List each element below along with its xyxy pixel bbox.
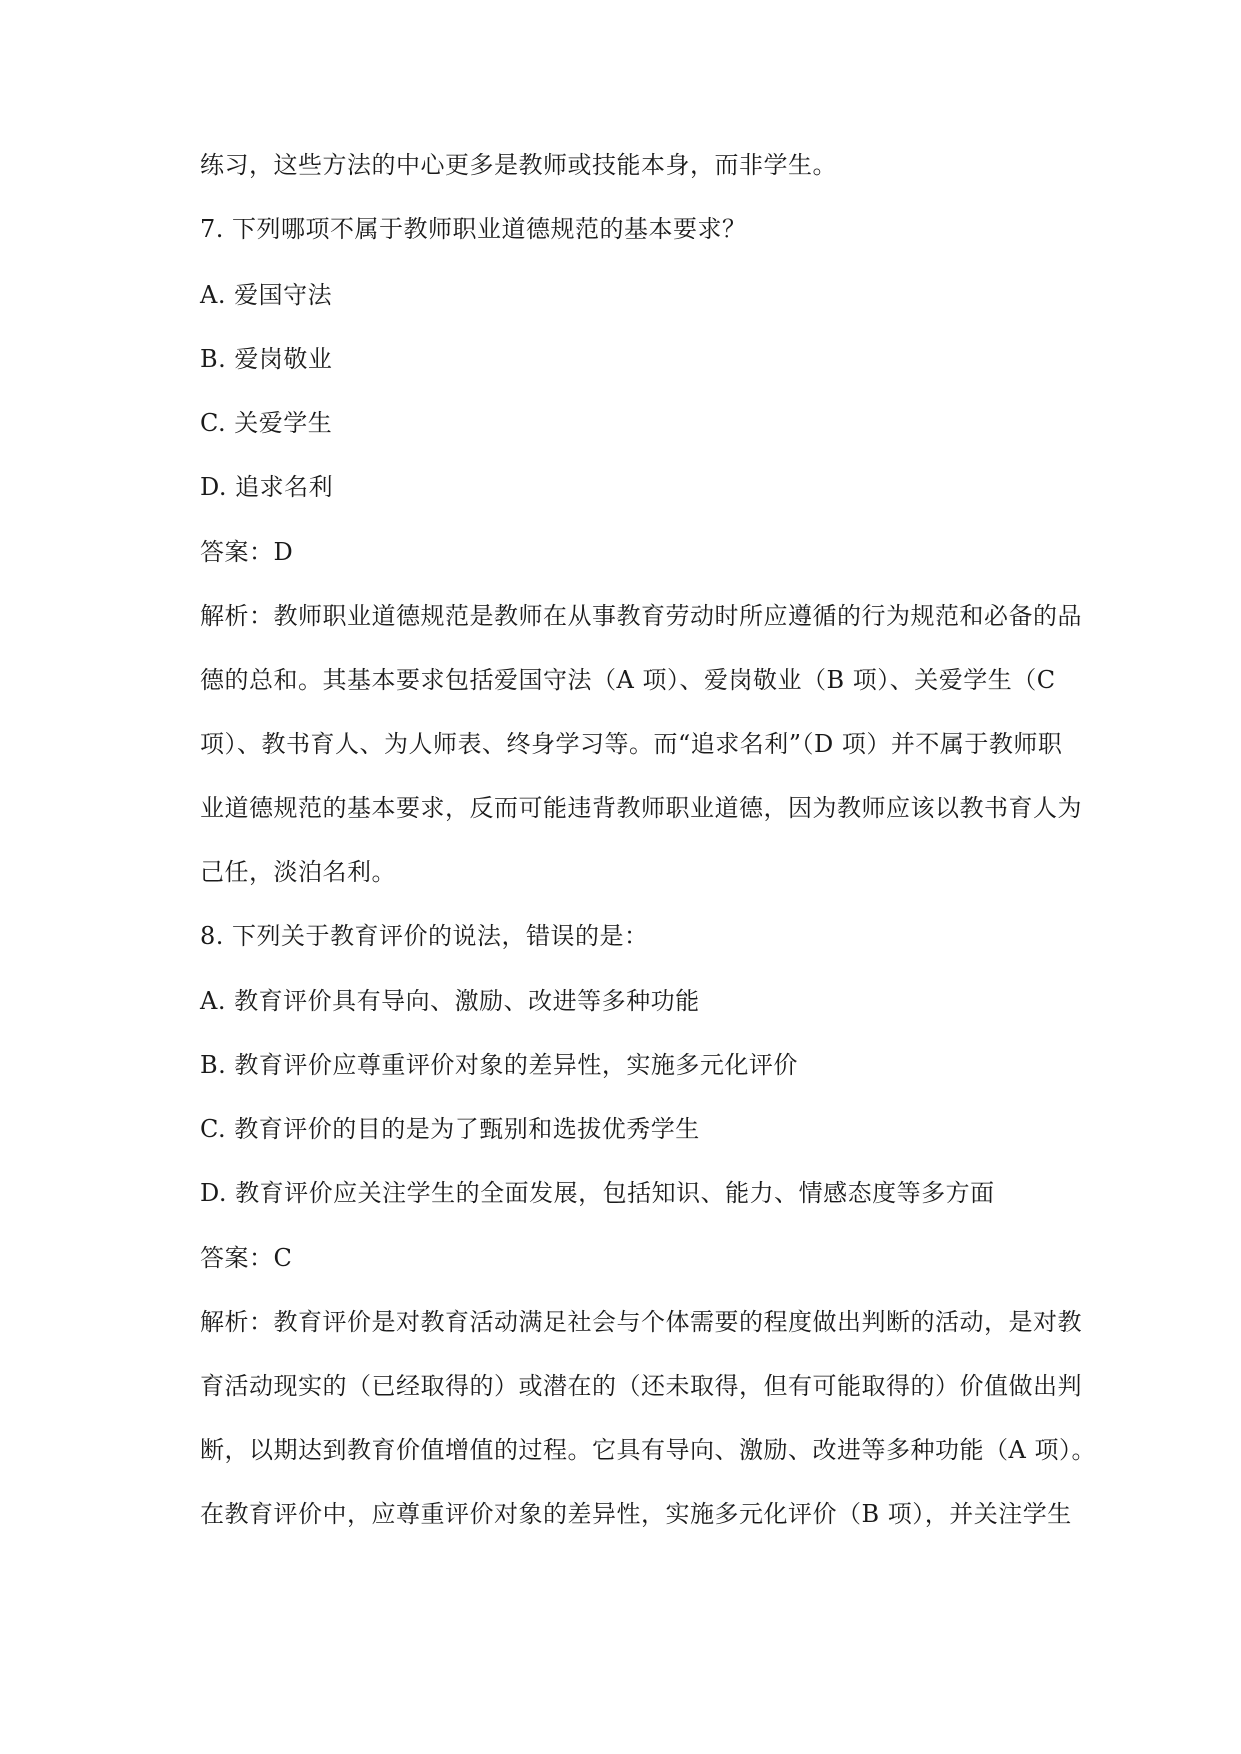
option-b: B. 爱岗敬业	[200, 345, 333, 373]
option-a: A. 教育评价具有导向、激励、改进等多种功能	[200, 987, 700, 1015]
analysis-7-line: 德的总和。其基本要求包括爱国守法（A 项）、爱岗敬业（B 项）、关爱学生（C	[200, 666, 1056, 694]
option-c: C. 关爱学生	[200, 409, 333, 437]
answer-7: 答案：D	[200, 538, 294, 566]
analysis-7-line: 己任，淡泊名利。	[200, 858, 396, 886]
analysis-8-line: 育活动现实的（已经取得的）或潜在的（还未取得，但有可能取得的）价值做出判	[200, 1372, 1082, 1400]
analysis-7-line: 项）、教书育人、为人师表、终身学习等。而“追求名利”（D 项）并不属于教师职	[200, 730, 1063, 758]
analysis-8-line: 在教育评价中，应尊重评价对象的差异性，实施多元化评价（B 项），并关注学生	[200, 1500, 1072, 1528]
analysis-7-line: 业道德规范的基本要求，反而可能违背教师职业道德，因为教师应该以教书育人为	[200, 794, 1082, 822]
question-8: 8. 下列关于教育评价的说法，错误的是：	[200, 922, 649, 950]
question-7: 7. 下列哪项不属于教师职业道德规范的基本要求？	[200, 215, 747, 243]
analysis-8-line: 断，以期达到教育价值增值的过程。它具有导向、激励、改进等多种功能（A 项）。	[200, 1436, 1096, 1464]
option-c: C. 教育评价的目的是为了甄别和选拔优秀学生	[200, 1115, 700, 1143]
option-d: D. 教育评价应关注学生的全面发展，包括知识、能力、情感态度等多方面	[200, 1179, 995, 1207]
option-a: A. 爱国守法	[200, 281, 333, 309]
text-line: 练习，这些方法的中心更多是教师或技能本身，而非学生。	[200, 151, 837, 179]
analysis-7-line: 解析：教师职业道德规范是教师在从事教育劳动时所应遵循的行为规范和必备的品	[200, 602, 1082, 630]
answer-8: 答案：C	[200, 1244, 293, 1272]
option-b: B. 教育评价应尊重评价对象的差异性，实施多元化评价	[200, 1051, 798, 1079]
option-d: D. 追求名利	[200, 473, 334, 501]
analysis-8-line: 解析：教育评价是对教育活动满足社会与个体需要的程度做出判断的活动，是对教	[200, 1308, 1082, 1336]
